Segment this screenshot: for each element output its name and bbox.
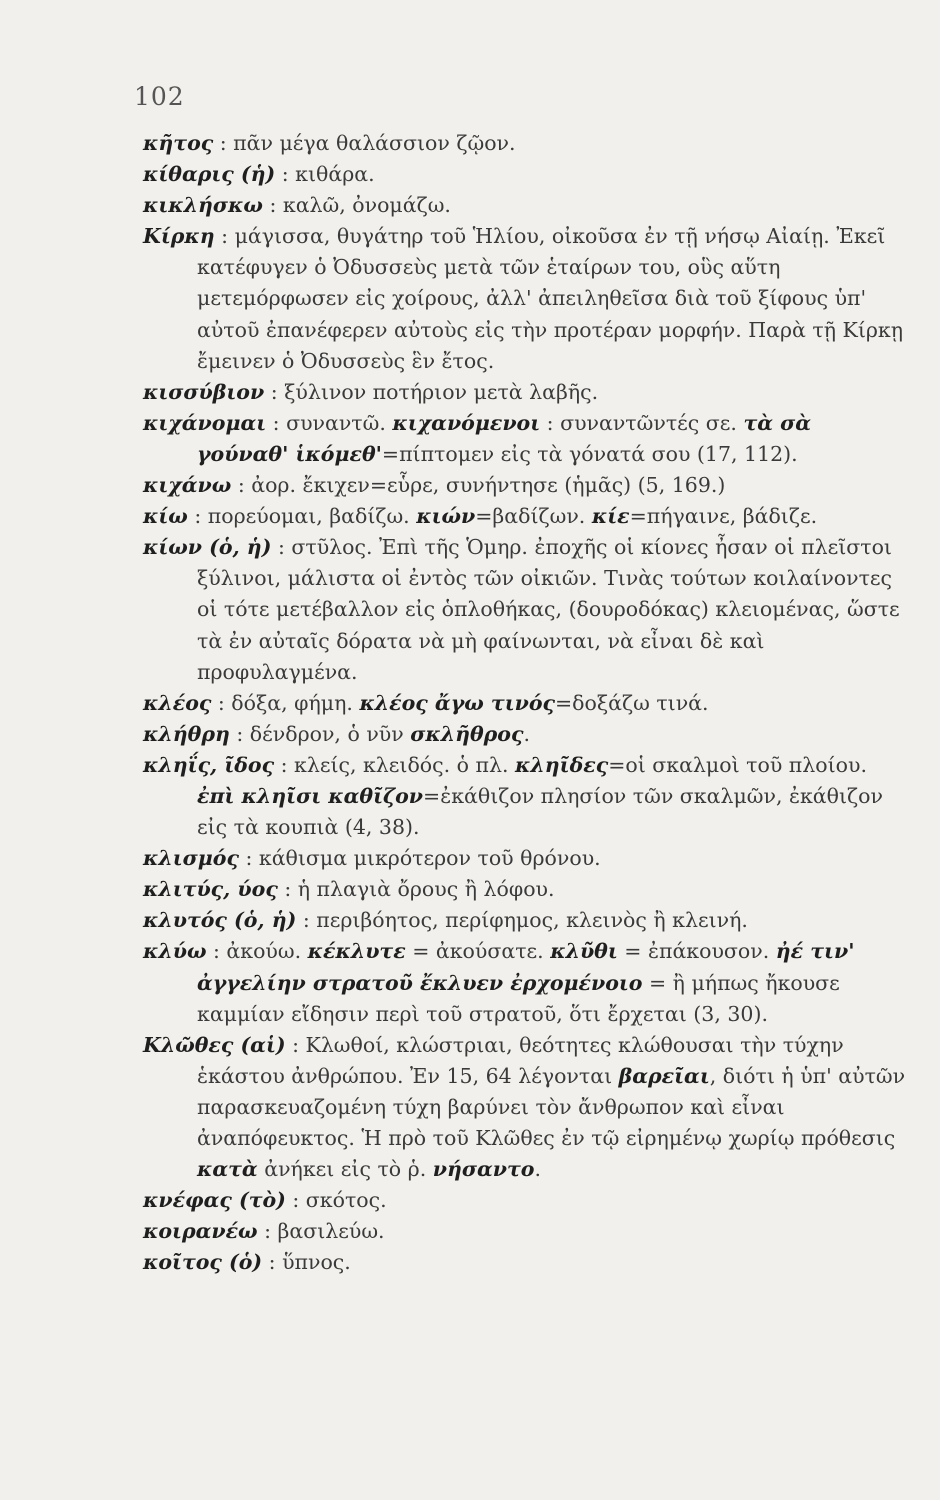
entry-definition: : πᾶν μέγα θαλάσσιον ζῷον. — [213, 131, 516, 155]
glossary-entry — [143, 1185, 908, 1216]
entry-headword: Κίρκη — [143, 224, 215, 249]
entry-definition: =οἱ σκαλμοὶ τοῦ πλοίου. — [608, 752, 867, 777]
glossary-entry — [143, 1216, 908, 1247]
entry-definition: : μάγισσα, θυγάτηρ τοῦ Ἡλίου, οἰκοῦσα ἐν τῇ νήσῳ Αἰαίῃ. Ἐκεῖ κατέφυγεν ὁ Ὀδυσσεὺς μετὰ τῶν ἑταίρων του, οὓς αὕτη μετεμόρφωσεν εἰς χοίρους, ἀλλ' ἀπειληθεῖσα διὰ τοῦ ξίφους ὑπ' αὐτοῦ ἐπανέφερεν αὐτοὺς εἰς τὴν προτέραν μορφήν. Παρὰ τῇ Κίρκῃ ἔμεινεν ὁ Ὀδυσσεὺς ἓν ἔτος. — [197, 224, 904, 373]
glossary-entry — [143, 532, 908, 687]
glossary-entry — [143, 843, 908, 874]
entry-definition: =δοξάζω τινά. — [555, 690, 709, 715]
entry-definition: : ὕπνος. — [262, 1250, 351, 1275]
glossary-entry — [143, 874, 908, 905]
glossary-entry — [143, 377, 908, 408]
entry-definition: : συναντῶ. — [266, 410, 393, 435]
entry-phrase: κλέος ἄγω τινός — [359, 690, 555, 715]
entry-phrase: κίε — [591, 504, 630, 529]
entry-definition: : περιβόητος, περίφημος, κλεινὸς ἢ κλεινή. — [296, 908, 748, 933]
glossary-entry — [143, 408, 908, 470]
entry-definition: : στῦλος. Ἐπὶ τῆς Ὁμηρ. ἐποχῆς οἱ κίονες ἦσαν οἱ πλεῖστοι ξύλινοι, μάλιστα οἱ ἐντὸς τῶν οἰκιῶν. Τινὰς τούτων κοιλαίνοντες οἱ τότε μετέβαλλον εἰς ὁπλοθήκας, (δουροδόκας) κλειομένας, ὥστε τὰ ἐν αὐταῖς δόρατα νὰ μὴ φαίνωνται, νὰ εἶναι δὲ καὶ προφυλαγμένα. — [197, 535, 900, 684]
entry-headword: κλυτός (ὁ, ἡ) — [143, 908, 297, 933]
entry-headword: κῆτος — [143, 131, 214, 155]
entry-definition: : ἀκούω. — [206, 939, 308, 964]
glossary-entry — [143, 501, 908, 532]
entry-headword: κιχάνομαι — [143, 410, 267, 435]
entry-definition: =πίπτομεν εἰς τὰ γόνατά σου (17, 112). — [381, 441, 798, 466]
entry-headword: κλισμός — [143, 846, 239, 871]
glossary-entry — [143, 905, 908, 936]
entry-phrase: κατὰ — [197, 1157, 258, 1182]
glossary-entry — [143, 470, 908, 501]
glossary-entries — [143, 128, 908, 1278]
entry-definition: : πορεύομαι, βαδίζω. — [187, 504, 417, 529]
entry-definition: . — [523, 721, 530, 746]
entry-headword: κοῖτος (ὁ) — [143, 1250, 263, 1275]
glossary-entry — [143, 1247, 908, 1278]
entry-phrase: κλῦθι — [550, 939, 618, 964]
glossary-entry — [143, 688, 908, 719]
entry-definition: : δόξα, φήμη. — [211, 690, 360, 715]
page-number: 102 — [134, 82, 185, 111]
entry-definition: : σκότος. — [285, 1188, 387, 1213]
entry-headword: κλήθρη — [143, 721, 230, 746]
entry-phrase: κέκλυτε — [307, 939, 406, 964]
entry-phrase: νήσαντο — [432, 1157, 535, 1182]
entry-headword: κλύω — [143, 939, 207, 964]
entry-definition: =ἐκάθιζον πλησίον τῶν σκαλμῶν, ἐκάθιζον εἰς τὰ κουπιὰ (4, 38). — [197, 783, 883, 840]
entry-headword: κιχάνω — [143, 473, 232, 498]
glossary-entry — [143, 190, 908, 221]
entry-phrase: σκλῆθρος — [410, 721, 524, 746]
entry-definition: = ἐπάκουσον. — [617, 939, 776, 964]
entry-headword: Κλῶθες (αἱ) — [143, 1032, 286, 1057]
entry-headword: κληΐς, ῖδος — [143, 752, 275, 777]
entry-phrase: κληῖδες — [515, 752, 609, 777]
entry-definition: : καλῶ, ὀνομάζω. — [262, 193, 451, 218]
entry-definition: : κιθάρα. — [275, 162, 375, 187]
entry-definition: ἀνήκει εἰς τὸ ῥ. — [257, 1157, 433, 1182]
entry-definition: = ἢ μήπως ἤκουσε καμμίαν εἴδησιν περὶ τοῦ στρατοῦ, ὅτι ἔρχεται (3, 30). — [197, 970, 840, 1026]
entry-headword: κοιρανέω — [143, 1219, 258, 1244]
glossary-entry — [143, 936, 908, 1029]
glossary-entry — [143, 1030, 908, 1185]
entry-headword: κλιτύς, ύος — [143, 877, 278, 902]
entry-definition: : κλείς, κλειδός. ὁ πλ. — [274, 752, 516, 777]
glossary-entry — [143, 750, 908, 843]
entry-headword: κίθαρις (ἡ) — [143, 162, 276, 187]
entry-definition: . — [534, 1157, 541, 1182]
glossary-entry — [143, 128, 908, 159]
entry-headword: κικλήσκω — [143, 193, 263, 218]
entry-phrase: ἐπὶ κληῖσι καθῖζον — [197, 783, 424, 808]
entry-definition: : δένδρον, ὁ νῦν — [229, 721, 411, 746]
entry-phrase: ἠέ τιν' ἀγγελίην στρατοῦ ἔκλυεν ἐρχομένοιο — [197, 939, 855, 995]
entry-definition: : Κλωθοί, κλώστριαι, θεότητες κλώθουσαι τὴν τύχην ἑκάστου ἀνθρώπου. Ἐν 15, 64 λέγονται — [197, 1032, 844, 1088]
entry-phrase: κιών — [416, 504, 476, 529]
entry-definition: : ξύλινον ποτήριον μετὰ λαβῆς. — [264, 379, 599, 404]
glossary-entry — [143, 159, 908, 190]
entry-phrase: βαρεῖαι — [618, 1063, 710, 1088]
entry-headword: κίω — [143, 504, 188, 529]
entry-definition: : συναντῶντές σε. — [540, 410, 744, 435]
entry-definition: : βασιλεύω. — [257, 1219, 385, 1244]
entry-headword: κλέος — [143, 690, 212, 715]
glossary-entry — [143, 719, 908, 750]
entry-definition: : ἀορ. ἔκιχεν=εὗρε, συνήντησε (ἡμᾶς) (5, 169.) — [231, 473, 726, 498]
entry-definition: : ἡ πλαγιὰ ὄρους ἢ λόφου. — [277, 877, 555, 902]
entry-definition: = ἀκούσατε. — [405, 939, 551, 964]
entry-headword: κνέφας (τὸ) — [143, 1188, 286, 1213]
entry-headword: κίων (ὁ, ἡ) — [143, 535, 272, 560]
glossary-entry — [143, 221, 908, 376]
entry-definition: =πήγαινε, βάδιζε. — [629, 504, 818, 529]
entry-phrase: κιχανόμενοι — [392, 410, 541, 435]
entry-definition: : κάθισμα μικρότερον τοῦ θρόνου. — [238, 846, 601, 871]
entry-definition: , διότι ἡ ὑπ' αὐτῶν παρασκευαζομένη τύχη βαρύνει τὸν ἄνθρωπον καὶ εἶναι ἀναπόφευκτος. Ἡ πρὸ τοῦ Κλῶθες ἐν τῷ εἰρημένῳ χωρίῳ πρόθεσις — [197, 1063, 906, 1150]
entry-headword: κισσύβιον — [143, 379, 265, 404]
entry-phrase: τὰ σὰ γούναθ' ἱκόμεθ' — [197, 410, 812, 466]
entry-definition: =βαδίζων. — [475, 504, 592, 529]
